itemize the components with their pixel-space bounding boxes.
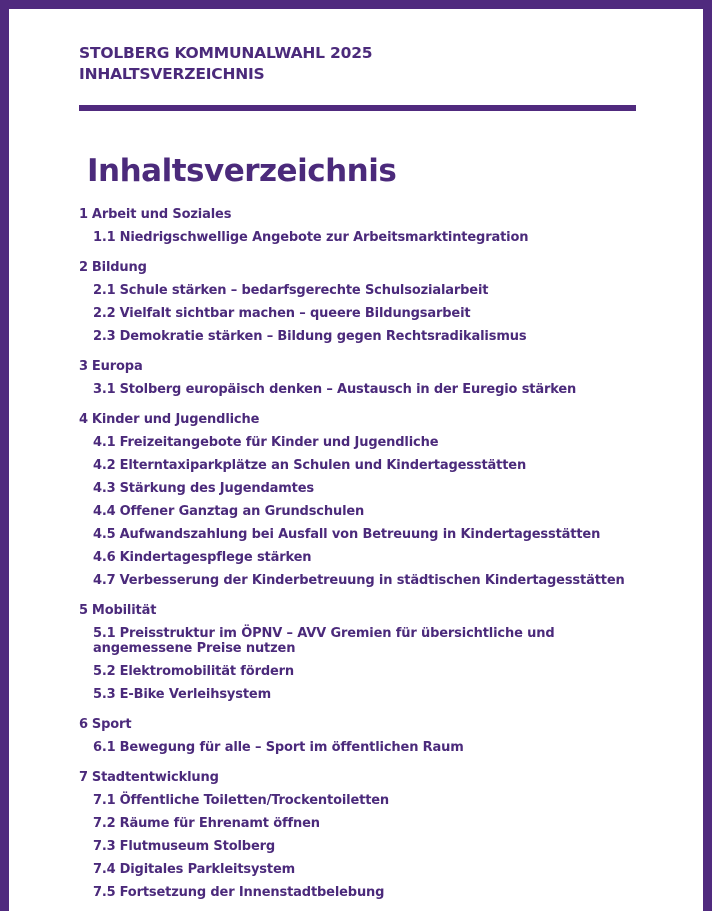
toc-entry[interactable]: [79, 881, 659, 904]
toc-section: [79, 599, 659, 706]
toc-entry-title: Vielfalt sichtbar machen – queere Bildungsarbeit: [119, 306, 471, 321]
toc-entry-title: Bewegung für alle – Sport im öffentlichen Raum: [119, 740, 464, 755]
toc-entry-title: Offener Ganztag an Grundschulen: [119, 504, 365, 519]
toc-section-heading[interactable]: [79, 203, 659, 226]
toc-entry[interactable]: [79, 454, 659, 477]
toc-entry-title: Niedrigschwellige Angebote zur Arbeitsmarktintegration: [119, 230, 529, 245]
toc-entry[interactable]: [79, 683, 659, 706]
toc-entry-number: 2.1: [93, 283, 116, 298]
toc-entry-number: 4.6: [93, 550, 116, 565]
toc-entry[interactable]: [79, 431, 659, 454]
toc-section-number: 6: [79, 717, 88, 732]
toc-entry-title: Preisstruktur im ÖPNV – AVV Gremien für übersichtliche und angemessene Preise nutzen: [93, 626, 555, 656]
toc-entry[interactable]: [79, 736, 659, 759]
toc-section-number: 3: [79, 359, 88, 374]
toc-section-heading[interactable]: [79, 408, 659, 431]
toc-entry-title: Flutmuseum Stolberg: [119, 839, 276, 854]
toc-title: Inhaltsverzeichnis: [87, 153, 397, 189]
toc-entry-number: 6.1: [93, 740, 116, 755]
toc-entry[interactable]: [79, 546, 659, 569]
toc-entry[interactable]: [79, 477, 659, 500]
toc-entry-number: 3.1: [93, 382, 116, 397]
toc-entry-number: 7.1: [93, 793, 116, 808]
toc-entry[interactable]: [79, 660, 659, 683]
toc-entry-title: Verbesserung der Kinderbetreuung in städtischen Kindertagesstätten: [119, 573, 625, 588]
toc-section: [79, 256, 659, 348]
toc-section-heading[interactable]: [79, 599, 659, 622]
toc-entry-number: 4.2: [93, 458, 116, 473]
toc-entry[interactable]: [79, 226, 659, 249]
toc-section: [79, 713, 659, 759]
toc-entry-title: E-Bike Verleihsystem: [119, 687, 271, 702]
toc-entry-title: Stärkung des Jugendamtes: [119, 481, 314, 496]
toc-entry-title: Aufwandszahlung bei Ausfall von Betreuung in Kindertagesstätten: [119, 527, 601, 542]
toc-entry[interactable]: [79, 279, 659, 302]
toc-entry[interactable]: [79, 812, 659, 835]
toc-section-title: Arbeit und Soziales: [91, 207, 232, 222]
toc-entry[interactable]: [79, 302, 659, 325]
toc-section-heading[interactable]: [79, 355, 659, 378]
toc-section-number: 1: [79, 207, 88, 222]
header-line-2: INHALTSVERZEICHNIS: [79, 65, 265, 83]
toc-entry[interactable]: [79, 622, 641, 660]
toc-entry-number: 4.3: [93, 481, 116, 496]
toc-entry[interactable]: [79, 325, 659, 348]
page-header: [79, 43, 372, 85]
table-of-contents: [79, 203, 659, 911]
toc-entry-number: 7.2: [93, 816, 116, 831]
toc-section-title: Europa: [91, 359, 143, 374]
toc-entry-title: Fortsetzung der Innenstadtbelebung: [119, 885, 385, 900]
toc-section-number: 4: [79, 412, 88, 427]
toc-entry-title: Stolberg europäisch denken – Austausch in der Euregio stärken: [119, 382, 577, 397]
toc-section-heading[interactable]: [79, 766, 659, 789]
toc-section: [79, 408, 659, 592]
toc-entry-number: 5.2: [93, 664, 116, 679]
toc-entry[interactable]: [79, 789, 659, 812]
toc-entry-number: 5.3: [93, 687, 116, 702]
toc-entry-title: Kindertagespflege stärken: [119, 550, 312, 565]
toc-entry-number: 2.2: [93, 306, 116, 321]
toc-entry-title: Demokratie stärken – Bildung gegen Rechtsradikalismus: [119, 329, 527, 344]
toc-entry[interactable]: [79, 835, 659, 858]
toc-entry[interactable]: [79, 569, 659, 592]
toc-entry-number: 5.1: [93, 626, 116, 641]
toc-entry-number: 4.7: [93, 573, 116, 588]
toc-section-title: Bildung: [91, 260, 147, 275]
toc-section-number: 2: [79, 260, 88, 275]
toc-section: [79, 355, 659, 401]
toc-entry-number: 4.4: [93, 504, 116, 519]
toc-entry[interactable]: [79, 500, 659, 523]
toc-section-title: Sport: [91, 717, 132, 732]
toc-entry-number: 7.4: [93, 862, 116, 877]
toc-section-number: 7: [79, 770, 88, 785]
toc-entry[interactable]: [79, 858, 659, 881]
toc-entry-title: Freizeitangebote für Kinder und Jugendliche: [119, 435, 439, 450]
toc-entry-number: 7.3: [93, 839, 116, 854]
toc-section: [79, 766, 659, 904]
header-divider: [79, 105, 636, 111]
toc-section-number: 5: [79, 603, 88, 618]
toc-entry-title: Schule stärken – bedarfsgerechte Schulsozialarbeit: [119, 283, 489, 298]
toc-entry-number: 1.1: [93, 230, 116, 245]
toc-entry-number: 4.1: [93, 435, 116, 450]
toc-entry-number: 4.5: [93, 527, 116, 542]
toc-section-title: Mobilität: [91, 603, 157, 618]
toc-section-heading[interactable]: [79, 713, 659, 736]
toc-entry[interactable]: [79, 378, 659, 401]
toc-entry-title: Digitales Parkleitsystem: [119, 862, 296, 877]
toc-section-title: Stadtentwicklung: [91, 770, 219, 785]
header-line-1: STOLBERG KOMMUNALWAHL 2025: [79, 44, 373, 62]
toc-section: [79, 203, 659, 249]
toc-entry-title: Elterntaxiparkplätze an Schulen und Kindertagesstätten: [119, 458, 527, 473]
toc-entry-title: Öffentliche Toiletten/Trockentoiletten: [119, 793, 390, 808]
toc-section-title: Kinder und Jugendliche: [91, 412, 260, 427]
toc-entry-title: Räume für Ehrenamt öffnen: [119, 816, 320, 831]
toc-section-heading[interactable]: [79, 256, 659, 279]
toc-entry-number: 2.3: [93, 329, 116, 344]
toc-entry[interactable]: [79, 523, 659, 546]
toc-entry-title: Elektromobilität fördern: [119, 664, 295, 679]
toc-entry-number: 7.5: [93, 885, 116, 900]
